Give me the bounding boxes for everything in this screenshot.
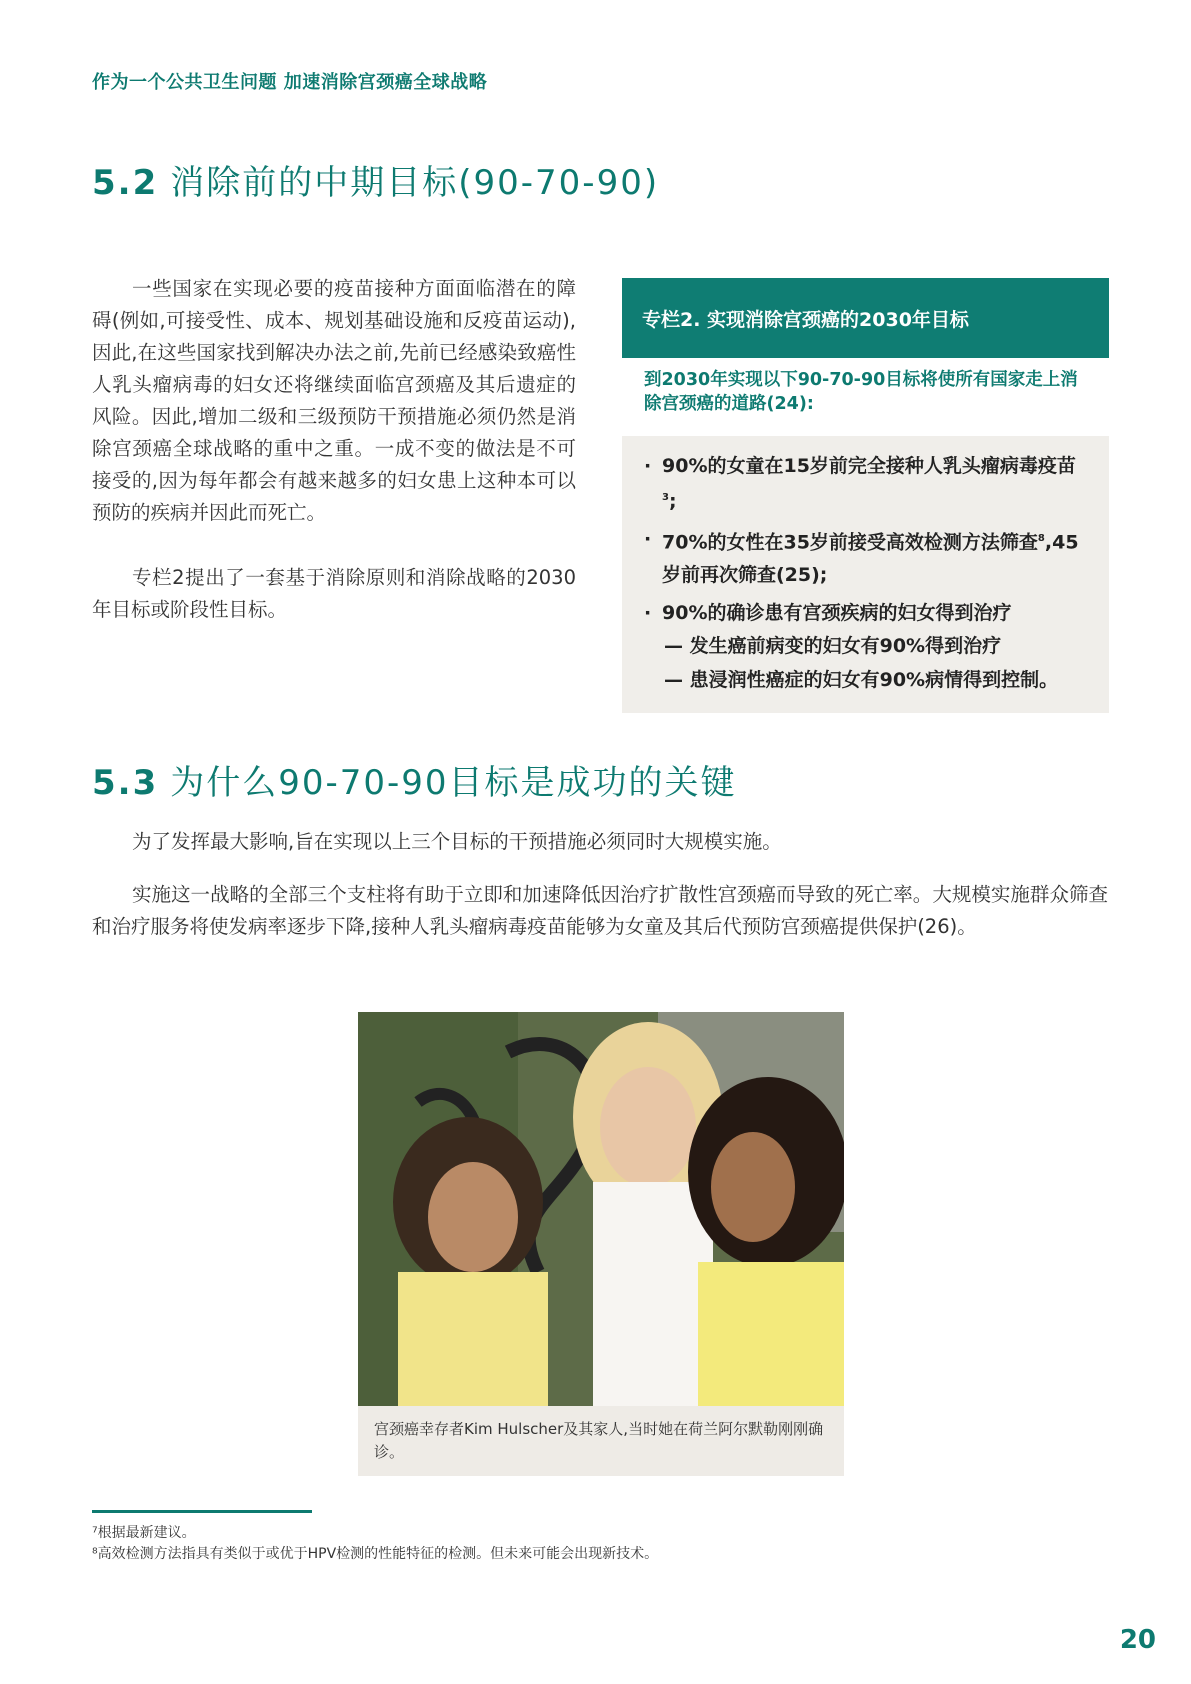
photo-caption: 宫颈癌幸存者Kim Hulscher及其家人,当时她在荷兰阿尔默勒刚刚确诊。 [374,1420,824,1461]
body-paragraph: 一些国家在实现必要的疫苗接种方面面临潜在的障碍(例如,可接受性、成本、规划基础设施和反疫苗运动),因此,在这些国家找到解决办法之前,先前已经感染致癌性人乳头瘤病毒的妇女还将继续面临宫颈癌及其后遗症的风险。因此,增加二级和三级预防干预措施必须仍然是消除宫颈癌全球战略的重中之重。一成不变的做法是不可接受的,因为每年都会有越来越多的妇女患上这种本可以预防的疾病并因此而死亡。 [92,277,576,524]
body-paragraph: 为了发挥最大影响,旨在实现以上三个目标的干预措施必须同时大规模实施。 [132,830,782,853]
list-item-text: 90%的确诊患有宫颈疾病的妇女得到治疗 [662,601,1012,624]
bullet-icon: · [644,455,652,477]
sidebar-intro: 到2030年实现以下90-70-90目标将使所有国家走上消除宫颈癌的道路(24): [644,370,1078,414]
footnote-rule [92,1510,312,1513]
page-number: 20 [1119,1625,1156,1655]
section-title-5-3 [92,755,737,804]
list-item-text: 90%的女童在15岁前完全接种人乳头瘤病毒疫苗$^3$; [662,455,1076,513]
bullet-icon: · [644,528,652,551]
figure [358,1012,844,1476]
footnote: ⁷根据最新建议。 [92,1525,196,1541]
sub-list-item: — 发生癌前病变的妇女有90%得到治疗 [664,634,1002,657]
sidebar-heading: 专栏2. 实现消除宫颈癌的2030年目标 [622,278,1109,358]
body-paragraph: 专栏2提出了一套基于消除原则和消除战略的2030年目标或阶段性目标。 [92,566,576,621]
footnote: ⁸高效检测方法指具有类似于或优于HPV检测的性能特征的检测。但未来可能会出现新技术。 [92,1546,659,1562]
section-title-text: 消除前的中期目标(90-70-90) [170,163,660,203]
family-photo [358,1012,844,1406]
running-header: 作为一个公共卫生问题 加速消除宫颈癌全球战略 [92,72,488,93]
sidebar-box [622,278,1109,708]
list-item [644,597,1087,629]
list-item [644,450,1087,517]
bullet-icon: · [644,601,652,624]
list-item [644,523,1087,590]
section-title-text: 为什么90-70-90目标是成功的关键 [170,763,737,803]
section-title-5-2 [92,155,659,204]
section-number: 5.2 [92,163,159,203]
list-item-text: 70%的女性在35岁前接受高效检测方法筛查$^8$,45岁前再次筛查(25); [662,531,1079,586]
section-number: 5.3 [92,763,159,803]
sub-list-item: — 患浸润性癌症的妇女有90%病情得到控制。 [664,668,1059,691]
sidebar-list [622,436,1109,713]
body-paragraph: 实施这一战略的全部三个支柱将有助于立即和加速降低因治疗扩散性宫颈癌而导致的死亡率。大规模实施群众筛查和治疗服务将使发病率逐步下降,接种人乳头瘤病毒疫苗能够为女童及其后代预防宫颈癌提供保护(26)。 [92,883,1108,938]
photo-illustration [358,1012,844,1406]
